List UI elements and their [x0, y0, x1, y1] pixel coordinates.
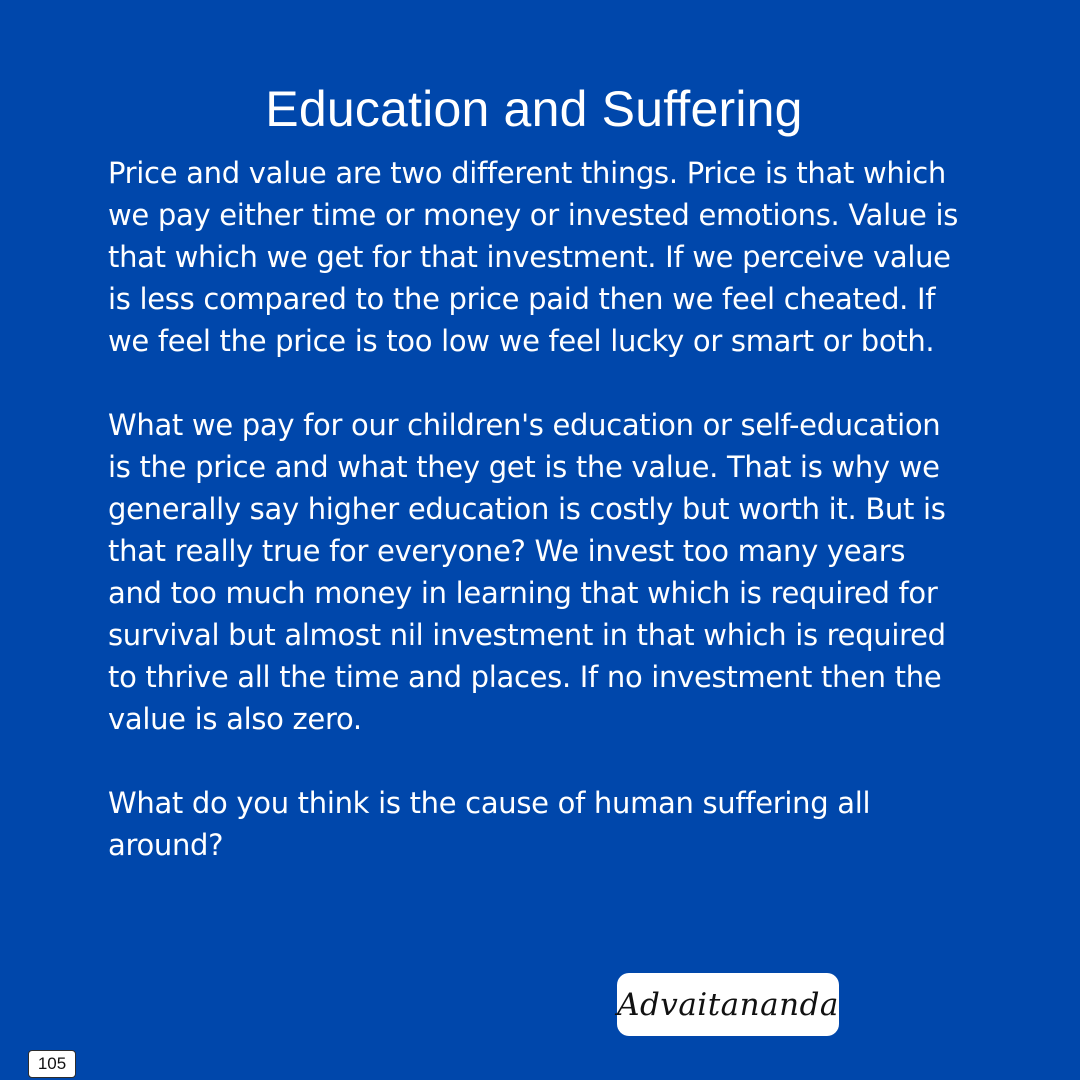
- text-line: we feel the price is too low we feel lucky or smart or both.: [108, 324, 935, 358]
- text-line: is the price and what they get is the value. That is why we: [108, 450, 940, 484]
- article-body: [108, 152, 1008, 908]
- text-line: that which we get for that investment. If we perceive value: [108, 240, 951, 274]
- paragraph-3: [108, 782, 1008, 866]
- page-title: Education and Suffering: [265, 80, 803, 137]
- text-line: What we pay for our children's education or self-education: [108, 408, 941, 442]
- text-line: is less compared to the price paid then we feel cheated. If: [108, 282, 936, 316]
- signature-text: Advaitananda: [617, 986, 839, 1023]
- paragraph-1: [108, 152, 1008, 362]
- text-line: around?: [108, 828, 224, 862]
- text-line: to thrive all the time and places. If no investment then the: [108, 660, 942, 694]
- text-line: What do you think is the cause of human suffering all: [108, 786, 871, 820]
- text-line: we pay either time or money or invested emotions. Value is: [108, 198, 959, 232]
- text-line: value is also zero.: [108, 702, 362, 736]
- signature-badge: [617, 973, 839, 1036]
- paragraph-2: [108, 404, 1008, 740]
- text-line: survival but almost nil investment in that which is required: [108, 618, 946, 652]
- text-line: and too much money in learning that which is required for: [108, 576, 938, 610]
- page-number: [28, 1050, 76, 1078]
- text-line: that really true for everyone? We invest too many years: [108, 534, 906, 568]
- page-number-text: 105: [37, 1054, 67, 1073]
- text-line: Price and value are two different things. Price is that which: [108, 156, 946, 190]
- text-line: generally say higher education is costly but worth it. But is: [108, 492, 946, 526]
